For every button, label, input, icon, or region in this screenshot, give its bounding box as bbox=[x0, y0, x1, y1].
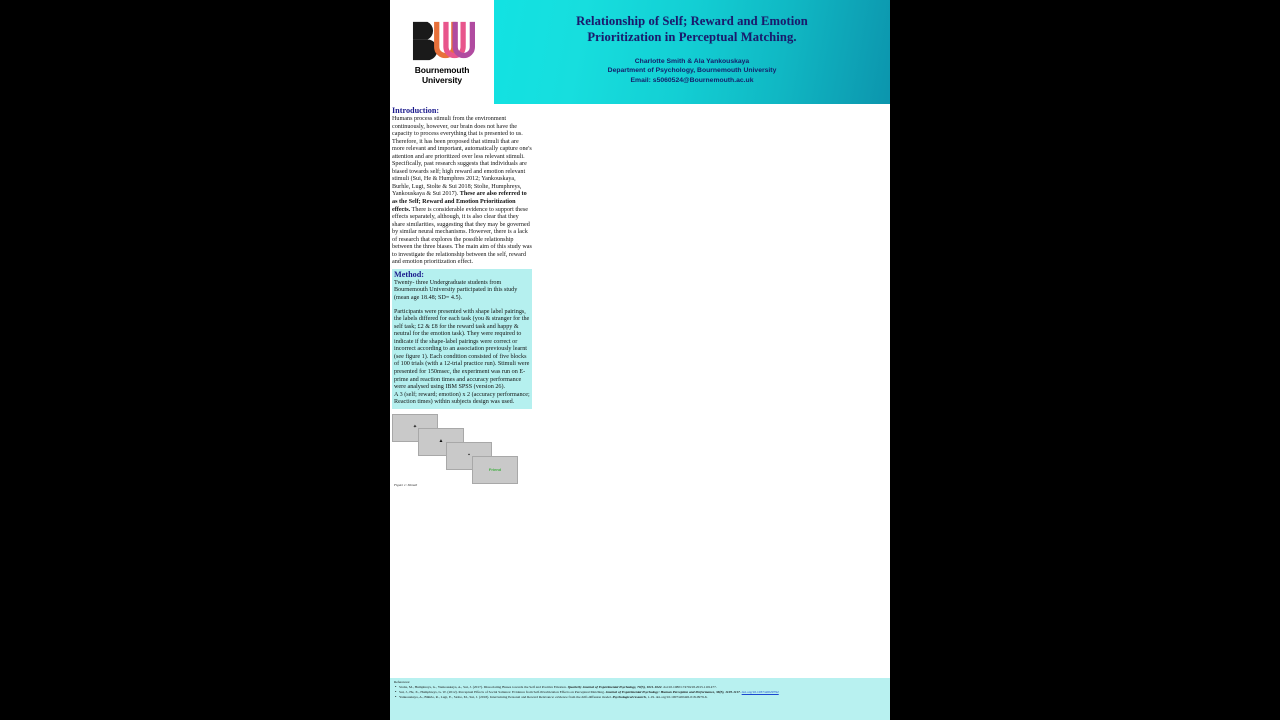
method-paragraph-3: A 3 (self; reward; emotion) x 2 (accuracy performance; Reaction times) within subjects design was used. bbox=[394, 391, 530, 406]
method-paragraph-1: Twenty- three Undergraduate students from Bournemouth University participated in this study (mean age 18.48; SD= 4.5). bbox=[394, 279, 518, 302]
reference-doi-link[interactable]: doi.org/10.1037/a0029792 bbox=[741, 689, 779, 694]
authors: Charlotte Smith & Ala Yankouskaya bbox=[634, 58, 750, 65]
stimulus-card-4 bbox=[472, 456, 518, 484]
feedback-word: Friend bbox=[488, 467, 502, 473]
references-section bbox=[390, 678, 890, 720]
contact-email: Email: s5060524@Bournemouth.ac.uk bbox=[630, 76, 754, 84]
probe-glyph-icon: ▪ bbox=[468, 452, 470, 458]
bu-logo-icon bbox=[409, 19, 475, 63]
introduction-paragraph-2: There is considerable evidence to support these effects separately, although, it is also clear that they share similarities, suggesting that they may be governed by similar neural mechanisms. However, there is a lack of research that explores the possible relationship between the three biases. The main aim of this study was to investigate the relationship between the self, reward and emotion prioritization effect. bbox=[392, 206, 532, 266]
introduction-paragraph-1: Humans process stimuli from the environment continuously, however, our brain does not have the capacity to process everything that is presented to us. Therefore, it has been proposed that stimuli that are more relevant and important, automatically capture one's attention and are prioritized over less relevant stimuli. Specifically, past research suggests that individuals are biased towards self; high reward and emotion relevant stimuli (Sui, He & Humphres 2012; Yankouskaya, Burhle, Lugt, Stolte & Sui 2018; Stolte, Humphreys, Yankouskaya & Sui 2017). bbox=[392, 116, 532, 198]
method-panel bbox=[392, 269, 532, 409]
title-banner bbox=[494, 0, 890, 104]
author-block bbox=[494, 57, 890, 85]
logo-text bbox=[415, 66, 470, 85]
introduction-heading: Introduction: bbox=[392, 106, 440, 115]
references-list bbox=[394, 685, 886, 700]
figure-1-caption: Figure 1: Stimuli bbox=[394, 482, 418, 487]
page-title-line-2: Prioritization in Perceptual Matching. bbox=[587, 30, 797, 44]
logo-line-1: Bournemouth bbox=[414, 65, 470, 75]
shape-glyph-icon: ▲ bbox=[438, 438, 444, 444]
reference-item: • Stolte, M., Humphreys, G., Yankouskaya, A., Sui, J. (2017). Dissociating Biases towards the Self and Positive Emotion. Quarterly Journal of Experimental Psychology, 70(5), 1011-1022. doi:10.1080/17470218.2015.1101477. bbox=[394, 685, 886, 690]
affiliation: Department of Psychology, Bournemouth University bbox=[607, 67, 777, 75]
university-logo bbox=[390, 0, 494, 104]
page-title bbox=[494, 13, 890, 45]
figure-1-stimuli bbox=[392, 410, 530, 488]
reference-item: • Yankouskaya, A., Bührle, R., Lugt, E., Stolte, M., Sui, J. (2018). Intertwining Personal and Reward Relevance: evidence from the drift-diffusion model. Psychological research, 1-19. doi.org/10.1007/s00426-018-0979-6. bbox=[394, 695, 886, 700]
reference-item: • Sui, J., He, X., Humphreys, G. W. (2012). Perceptual Effects of Social Salience: Evidence from Self-Prioritization Effects on Perceptual Matching. Journal of Experimental Psychology: Human Perception and Performance, 38(5), 1105-1117. doi.org/10.1037/a0029792 bbox=[394, 690, 886, 695]
left-column bbox=[392, 106, 532, 488]
references-label: References: bbox=[394, 680, 411, 684]
page-title-line-1: Relationship of Self; Reward and Emotion bbox=[576, 14, 808, 28]
introduction-bold-phrase: These are also referred to as the Self; Reward and Emotion Prioritization effects. bbox=[392, 191, 527, 213]
poster-canvas bbox=[390, 0, 890, 720]
logo-line-2: University bbox=[421, 74, 463, 85]
introduction-body bbox=[392, 116, 532, 267]
poster-header bbox=[390, 0, 890, 104]
fixation-cross-icon: ✦ bbox=[412, 424, 418, 430]
method-heading: Method: bbox=[394, 269, 425, 279]
method-paragraph-2: Participants were presented with shape label pairings, the labels differed for each task (you & stranger for the self task; £2 & £8 for the reward task and happy & neutral for the emotion task). They were required to indicate if the shape-label pairings were correct or incorrect according to an association previously learnt (see figure 1). Each condition consisted of five blocks of 100 trials (with a 12-trial practice run). Stimuli were presented for 150msec, the experiment was run on E-prime and reaction times and accuracy performance were analysed using IBM SPSS (version 26). bbox=[394, 308, 530, 391]
